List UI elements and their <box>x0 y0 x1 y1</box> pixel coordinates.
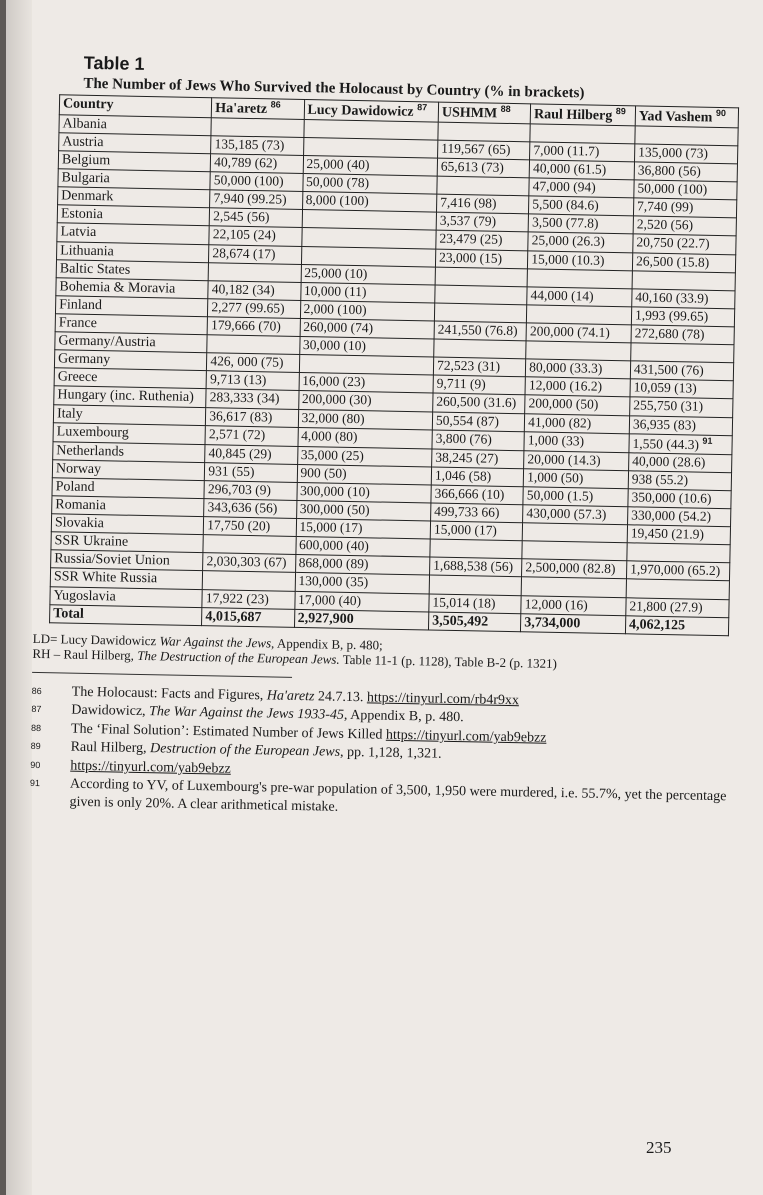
value-cell: 12,000 (16.2) <box>525 377 630 397</box>
footnote-number: 86 <box>31 685 42 697</box>
value-cell <box>530 124 635 144</box>
value-cell: 50,554 (87) <box>432 412 525 432</box>
country-cell: Slovakia <box>51 514 204 535</box>
page-content <box>29 52 743 825</box>
country-cell: Germany/Austria <box>55 332 208 353</box>
value-cell: 32,000 (80) <box>298 409 433 430</box>
value-cell <box>522 541 627 561</box>
value-cell: 23,479 (25) <box>436 230 529 250</box>
footnote-number: 88 <box>30 722 42 734</box>
value-cell: 130,000 (35) <box>295 573 430 594</box>
value-cell <box>203 535 296 555</box>
value-cell <box>435 267 528 287</box>
country-cell: Estonia <box>57 205 210 226</box>
country-cell: Hungary (inc. Ruthenia) <box>54 386 207 407</box>
country-cell: Netherlands <box>53 441 206 462</box>
value-cell: 9,713 (13) <box>206 371 299 391</box>
value-cell: 22,105 (24) <box>209 226 302 246</box>
value-cell: 35,000 (25) <box>297 446 432 467</box>
value-cell <box>438 122 531 142</box>
book-page <box>6 0 763 1195</box>
value-cell: 200,000 (50) <box>525 395 630 415</box>
value-cell <box>526 341 631 361</box>
value-cell: 2,500,000 (82.8) <box>522 559 627 579</box>
value-cell: 3,537 (79) <box>436 212 529 232</box>
value-cell <box>211 117 304 137</box>
value-cell: 15,000 (17) <box>430 521 523 541</box>
value-cell <box>208 262 301 282</box>
legend-rh: RH – Raul Hilberg, The Destruction of the European Jews. Table 11-1 (p. 1128), Table B-2 (p. 1321) <box>32 646 558 672</box>
value-cell: 50,000 (78) <box>302 174 437 195</box>
value-cell: 25,000 (10) <box>301 264 436 285</box>
value-cell: 7,740 (99) <box>633 198 736 218</box>
value-cell: 330,000 (54.2) <box>628 507 731 527</box>
country-cell: Lithuania <box>57 241 210 262</box>
value-cell <box>632 270 735 290</box>
footnote-ref: 89 <box>615 105 626 117</box>
value-cell: 2,545 (56) <box>209 208 302 228</box>
country-cell: Italy <box>53 404 206 425</box>
value-cell: 931 (55) <box>205 462 298 482</box>
value-cell <box>527 268 632 288</box>
value-cell: 2,520 (56) <box>633 216 736 236</box>
value-cell <box>430 539 523 559</box>
value-cell: 12,000 (16) <box>521 595 626 615</box>
country-cell: Russia/Soviet Union <box>51 550 204 571</box>
value-cell: 5,500 (84.6) <box>529 196 634 216</box>
value-cell: 431,500 (76) <box>630 361 733 381</box>
footnote-link[interactable]: https://tinyurl.com/yab9ebzz <box>385 727 547 746</box>
value-cell: 1,993 (99.65) <box>631 307 734 327</box>
value-cell: 15,000 (10.3) <box>528 250 633 270</box>
country-cell: Denmark <box>58 187 211 208</box>
value-cell: 17,750 (20) <box>204 517 297 537</box>
table-body <box>50 115 739 636</box>
value-cell: 40,000 (28.6) <box>629 453 732 473</box>
footnote-ref: 88 <box>500 103 511 114</box>
value-cell <box>522 523 627 543</box>
country-cell: Baltic States <box>56 259 209 280</box>
value-cell: 50,000 (1.5) <box>523 487 628 507</box>
value-cell: 1,970,000 (65.2) <box>626 561 729 581</box>
value-cell: 938 (55.2) <box>628 471 731 491</box>
footnote-ref: 87 <box>417 102 428 113</box>
value-cell: 255,750 (31) <box>630 397 733 417</box>
value-cell: 15,000 (17) <box>296 519 431 540</box>
value-cell <box>435 285 528 305</box>
value-cell: 241,550 (76.8) <box>434 321 527 341</box>
legend-ld: LD= Lucy Dawidowicz War Against the Jews, Appendix B, p. 480; <box>32 630 383 653</box>
footnote-text: According to YV, of Luxembourg's pre-war population of 3,500, 1,950 were murdered, i.e. 55.7%, yet the percentage given is only 20%. A clear arithmetical mistake. <box>69 777 727 815</box>
country-cell: Austria <box>59 133 212 154</box>
column-header: Raul Hilberg $^{89}$ <box>530 104 635 126</box>
value-cell: 17,000 (40) <box>294 591 429 612</box>
value-cell <box>429 575 522 595</box>
value-cell: 50,000 (100) <box>634 180 737 200</box>
value-cell: 426, 000 (75) <box>207 353 300 373</box>
column-header: USHMM $^{88}$ <box>438 102 531 124</box>
value-cell: 343,636 (56) <box>204 499 297 519</box>
value-cell: 40,182 (34) <box>208 280 301 300</box>
footnote-ref: 90 <box>715 107 727 119</box>
footnote-link[interactable]: https://tinyurl.com/yab9ebzz <box>70 758 231 777</box>
value-cell <box>434 303 527 323</box>
footnote-text: The Holocaust: Facts and Figures, Ha'aretz 24.7.13. https://tinyurl.com/rb4r9xx <box>71 684 520 709</box>
value-cell: 1,000 (33) <box>524 431 629 452</box>
table-caption: The Number of Jews Who Survived the Holocaust by Country (% in brackets) <box>83 75 585 102</box>
value-cell: 25,000 (40) <box>303 155 438 176</box>
value-cell: 17,922 (23) <box>202 589 295 609</box>
country-cell: Bulgaria <box>58 169 211 190</box>
country-cell: Bohemia & Moravia <box>56 278 209 299</box>
value-cell: 36,800 (56) <box>634 162 737 182</box>
value-cell: 8,000 (100) <box>302 192 437 213</box>
value-cell: 40,160 (33.9) <box>632 289 735 309</box>
total-label: Total <box>50 604 203 625</box>
value-cell: 65,613 (73) <box>437 158 530 178</box>
value-cell: 21,800 (27.9) <box>626 597 729 617</box>
value-cell: 283,333 (34) <box>206 389 299 409</box>
footnote-text: The ‘Final Solution’: Estimated Number of Jews Killed https://tinyurl.com/yab9ebzz <box>70 721 547 746</box>
value-cell: 15,014 (18) <box>429 594 522 614</box>
value-cell: 1,046 (58) <box>431 467 524 487</box>
value-cell: 135,185 (73) <box>211 136 304 156</box>
country-cell: Yugoslavia <box>50 586 203 607</box>
value-cell: 7,000 (11.7) <box>530 142 635 162</box>
country-cell: Romania <box>52 496 205 517</box>
value-cell: 72,523 (31) <box>433 357 526 377</box>
value-cell: 200,000 (30) <box>298 391 433 412</box>
value-cell: 1,000 (50) <box>523 469 628 489</box>
value-cell: 3,500 (77.8) <box>528 214 633 234</box>
value-cell: 23,000 (15) <box>435 249 528 269</box>
country-cell: Poland <box>52 478 205 499</box>
table-label: Table 1 <box>83 52 145 74</box>
value-cell <box>635 126 738 146</box>
total-value: 4,015,687 <box>202 607 295 627</box>
column-header: Country <box>59 95 212 118</box>
value-cell: 50,000 (100) <box>210 172 303 192</box>
value-cell: 499,733 66) <box>431 503 524 523</box>
value-cell: 30,000 (10) <box>299 337 434 358</box>
value-cell: 36,617 (83) <box>206 407 299 427</box>
value-cell <box>527 305 632 325</box>
value-cell: 10,000 (11) <box>300 282 435 303</box>
value-cell: 19,450 (21.9) <box>627 525 730 545</box>
value-cell: 7,416 (98) <box>436 194 529 214</box>
country-cell: Germany <box>54 350 207 371</box>
value-cell: 300,000 (10) <box>296 482 431 503</box>
value-cell: 300,000 (50) <box>296 500 431 521</box>
value-cell: 366,666 (10) <box>431 485 524 505</box>
footnote-number: 91 <box>29 778 41 789</box>
total-value: 3,505,492 <box>428 612 521 632</box>
footnote-link[interactable]: https://tinyurl.com/rb4r9xx <box>366 690 520 709</box>
facing-page-edge <box>6 0 32 1195</box>
country-cell: SSR Ukraine <box>51 532 204 553</box>
total-value: 2,927,900 <box>294 609 429 630</box>
value-cell: 200,000 (74.1) <box>526 323 631 343</box>
value-cell: 40,000 (61.5) <box>529 160 634 180</box>
value-cell: 179,666 (70) <box>207 317 300 337</box>
country-cell: Albania <box>59 115 212 136</box>
value-cell: 272,680 (78) <box>631 325 734 345</box>
value-cell: 10,059 (13) <box>630 379 733 399</box>
value-cell: 868,000 (89) <box>295 555 430 576</box>
value-cell: 4,000 (80) <box>297 427 432 449</box>
value-cell: 25,000 (26.3) <box>528 232 633 252</box>
value-cell: 135,000 (73) <box>634 144 737 164</box>
country-cell: Latvia <box>57 223 210 244</box>
country-cell: Luxembourg <box>53 422 206 444</box>
table-legend <box>32 631 732 676</box>
value-cell: 7,940 (99.25) <box>210 190 303 210</box>
value-cell: 26,500 (15.8) <box>632 252 735 272</box>
value-cell: 28,674 (17) <box>209 244 302 264</box>
value-cell: 2,277 (99.65) <box>208 299 301 319</box>
value-cell: 900 (50) <box>297 464 432 485</box>
country-cell: Greece <box>54 368 207 389</box>
footnote-text: Raul Hilberg, Destruction of the European Jews, pp. 1,128, 1,321. <box>70 740 442 763</box>
value-cell: 296,703 (9) <box>204 481 297 501</box>
value-cell: 36,935 (83) <box>629 415 732 435</box>
value-cell: 80,000 (33.3) <box>526 359 631 379</box>
value-cell <box>434 339 527 359</box>
page-number: 235 <box>646 1138 672 1157</box>
value-cell <box>626 579 729 599</box>
value-cell: 350,000 (10.6) <box>628 489 731 509</box>
value-cell: 260,000 (74) <box>300 318 435 339</box>
value-cell: 47,000 (94) <box>529 178 634 198</box>
value-cell <box>203 571 296 591</box>
value-cell: 40,789 (62) <box>211 154 304 174</box>
total-value: 3,734,000 <box>521 613 626 633</box>
footnote-number: 90 <box>30 759 41 771</box>
value-cell: 2,030,303 (67) <box>203 553 296 573</box>
column-header: Yad Vashem $^{90}$ <box>635 106 738 128</box>
value-cell: 2,571 (72) <box>205 425 298 446</box>
value-cell <box>631 343 734 363</box>
country-cell: Norway <box>52 460 205 481</box>
survivors-table <box>49 94 739 636</box>
footnote-number: 89 <box>30 741 41 752</box>
footnote-separator <box>32 672 292 678</box>
value-cell <box>437 176 530 196</box>
value-cell: 16,000 (23) <box>299 373 434 394</box>
value-cell: 20,750 (22.7) <box>633 234 736 254</box>
value-cell: 9,711 (9) <box>433 375 526 395</box>
value-cell: 2,000 (100) <box>300 300 435 321</box>
value-cell: 44,000 (14) <box>527 287 632 307</box>
footnote-number: 87 <box>31 704 42 715</box>
footnote-ref: 86 <box>270 99 281 110</box>
footnotes <box>29 683 731 824</box>
value-cell: 3,800 (76) <box>432 430 525 451</box>
footnote-text: Dawidowicz, The War Against the Jews 1933-45, Appendix B, p. 480. <box>71 703 464 726</box>
value-cell: 40,845 (29) <box>205 444 298 464</box>
country-cell: Belgium <box>58 151 211 172</box>
country-cell: France <box>55 314 208 335</box>
value-cell: 119,567 (65) <box>438 140 531 160</box>
value-cell <box>521 577 626 597</box>
value-cell: 41,000 (82) <box>525 413 630 433</box>
value-cell: 1,688,538 (56) <box>430 557 523 577</box>
column-header: Lucy Dawidowicz $^{87}$ <box>304 100 439 122</box>
value-cell: 38,245 (27) <box>432 449 525 469</box>
total-value: 4,062,125 <box>625 615 728 635</box>
value-cell <box>627 543 730 563</box>
value-cell: 260,500 (31.6) <box>433 393 526 413</box>
value-cell: 1,550 (44.3) $^{91}$ <box>629 433 732 454</box>
value-cell: 600,000 (40) <box>295 537 430 558</box>
value-cell: 20,000 (14.3) <box>524 450 629 470</box>
column-header: Ha'aretz $^{86}$ <box>212 98 305 120</box>
value-cell <box>207 335 300 355</box>
value-cell: 430,000 (57.3) <box>523 505 628 525</box>
footnote-ref: 91 <box>702 435 713 446</box>
country-cell: SSR White Russia <box>50 568 203 589</box>
country-cell: Finland <box>55 296 208 317</box>
